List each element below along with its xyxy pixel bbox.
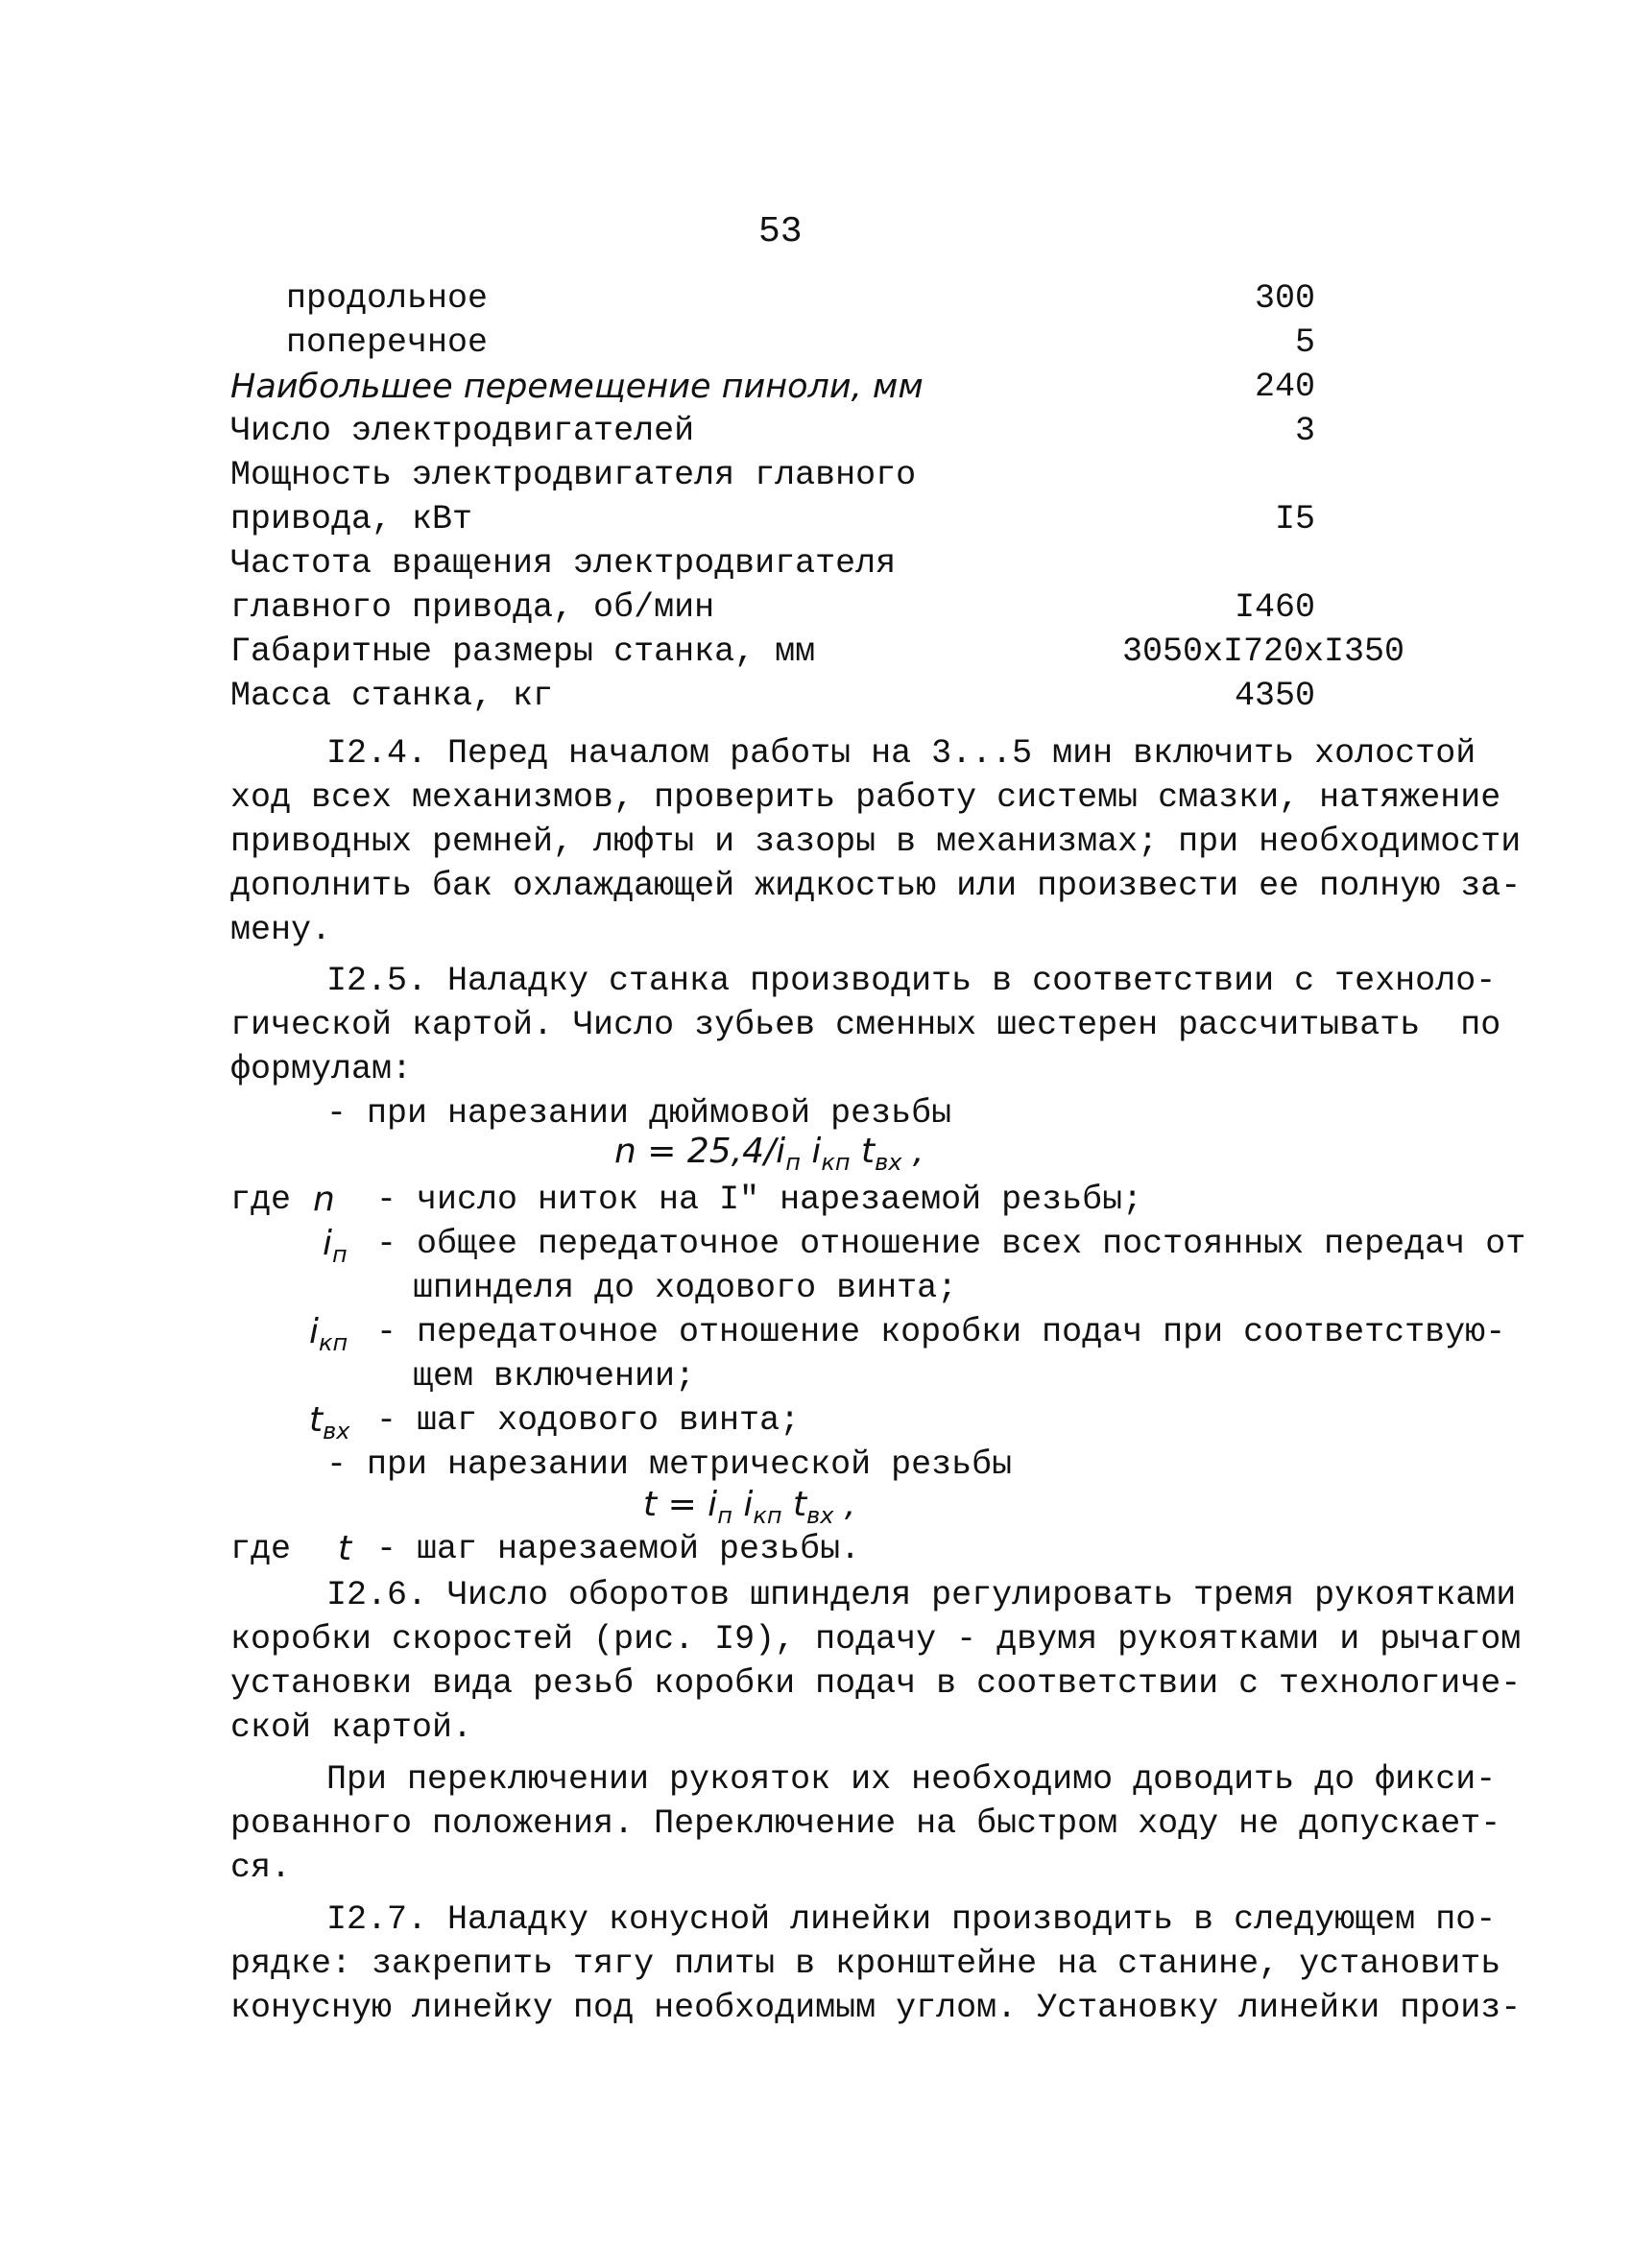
- def-text: - шаг ходового винта;: [376, 1401, 801, 1440]
- def-symbol: n: [313, 1180, 335, 1219]
- paragraph-line: приводных ремней, люфты и зазоры в механизмах; при необходимости: [230, 823, 1522, 861]
- spec-label: главного привода, об/мин: [230, 588, 715, 627]
- inch-thread-intro: - при нарезании дюймовой резьбы: [326, 1094, 952, 1133]
- spec-value: 5: [1294, 323, 1315, 362]
- spec-label: Число электродвигателей: [230, 412, 695, 450]
- paragraph-line: формулам:: [230, 1050, 413, 1088]
- def-text: - передаточное отношение коробки подач при соответствую-: [376, 1313, 1506, 1351]
- spec-value: I5: [1274, 500, 1315, 538]
- def-text: - шаг нарезаемой резьбы.: [376, 1530, 861, 1568]
- def-text-cont: щем включении;: [413, 1357, 696, 1396]
- paragraph-line: дополнить бак охлаждающей жидкостью или произвести ее полную за-: [230, 867, 1522, 905]
- def-text-cont: шпинделя до ходового винта;: [413, 1269, 958, 1307]
- def-text: - число ниток на I" нарезаемой резьбы;: [376, 1181, 1143, 1219]
- spec-value: 3: [1294, 412, 1315, 450]
- paragraph-line: мену.: [230, 911, 332, 949]
- paragraph-line: I2.5. Наладку станка производить в соответствии с техноло-: [326, 962, 1497, 1000]
- paragraph-line: I2.7. Наладку конусной линейки производить в следующем по-: [326, 1900, 1497, 1939]
- paragraph-line: конусную линейку под необходимым углом. Установку линейки произ-: [230, 1989, 1522, 2027]
- page-number: 53: [758, 211, 803, 252]
- def-symbol: $i_п$: [323, 1224, 348, 1269]
- spec-label: Частота вращения электродвигателя: [230, 544, 897, 583]
- formula-metric: $t = i_п$ $i_{кп}$ $t_{вх}$ ,: [643, 1485, 856, 1530]
- paragraph-line: ход всех механизмов, проверить работу системы смазки, натяжение: [230, 778, 1501, 817]
- def-text: - общее передаточное отношение всех постоянных передач от: [376, 1225, 1526, 1263]
- def-symbol: t: [338, 1529, 352, 1568]
- spec-label: Габаритные размеры станка, мм: [230, 633, 816, 671]
- paragraph-line: При переключении рукояток их необходимо доводить до фикси-: [326, 1760, 1497, 1799]
- where-word: где: [230, 1530, 292, 1568]
- paragraph-line: гической картой. Число зубьев сменных шестерен рассчитывать по: [230, 1006, 1501, 1044]
- paragraph-line: ся.: [230, 1849, 292, 1887]
- paragraph-line: установки вида резьб коробки подач в соответствии с технологиче-: [230, 1664, 1522, 1703]
- where-word: где: [230, 1181, 292, 1219]
- spec-label: Мощность электродвигателя главного: [230, 456, 917, 494]
- spec-value: I460: [1234, 588, 1315, 627]
- def-symbol: $t_{вх}$: [309, 1400, 350, 1445]
- paragraph-line: рованного положения. Переключение на быстром ходу не допускает-: [230, 1804, 1501, 1843]
- paragraph-line: I2.6. Число оборотов шпинделя регулировать тремя рукоятками: [326, 1576, 1517, 1614]
- spec-value: 300: [1254, 279, 1315, 318]
- spec-label: Наибольшее перемещение пиноли, мм: [230, 368, 924, 406]
- spec-value: 3050xI720xI350: [1121, 633, 1404, 671]
- spec-value: 4350: [1234, 677, 1315, 715]
- metric-thread-intro: - при нарезании метрической резьбы: [326, 1445, 1013, 1484]
- spec-label: продольное: [286, 279, 489, 318]
- spec-label: Масса станка, кг: [230, 677, 554, 715]
- spec-label: поперечное: [286, 323, 489, 362]
- paragraph-line: рядке: закрепить тягу плиты в кронштейне на станине, установить: [230, 1945, 1501, 1983]
- spec-value: 240: [1254, 368, 1315, 406]
- paragraph-line: коробки скоростей (рис. I9), подачу - двумя рукоятками и рычагом: [230, 1620, 1522, 1659]
- def-symbol: $i_{кп}$: [309, 1312, 348, 1357]
- formula-inch: $n = 25,4/i_п$ $i_{кп}$ $t_{вх}$ ,: [614, 1132, 924, 1177]
- spec-label: привода, кВт: [230, 500, 473, 538]
- paragraph-line: I2.4. Перед началом работы на 3...5 мин включить холостой: [326, 734, 1476, 773]
- paragraph-line: ской картой.: [230, 1708, 473, 1747]
